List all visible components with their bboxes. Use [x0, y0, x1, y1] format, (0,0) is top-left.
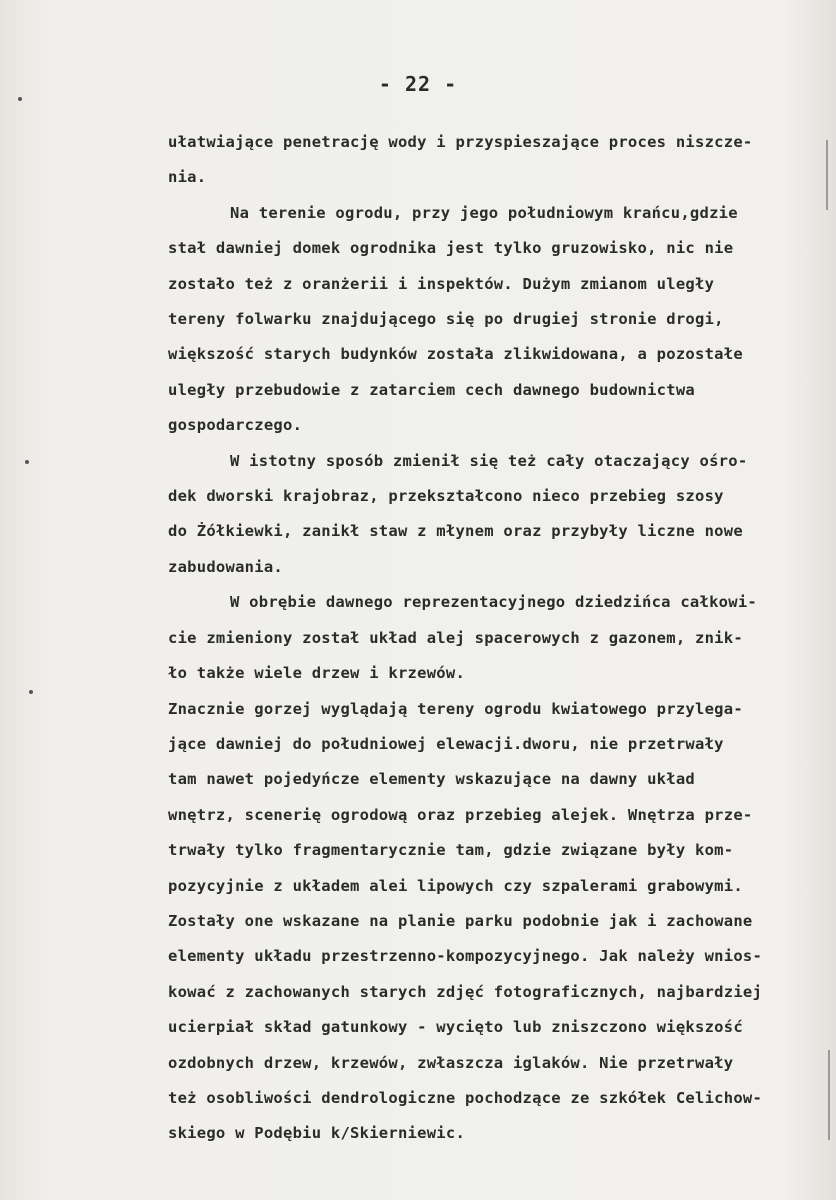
text-line: ucierpiał skład gatunkowy - wycięto lub zniszczono większość [168, 1018, 743, 1037]
text-line: Znacznie gorzej wyglądają tereny ogrodu kwiatowego przylega- [168, 699, 743, 718]
text-line: trwały tylko fragmentarycznie tam, gdzie związane były kom- [168, 841, 734, 860]
text-line: gospodarczego. [168, 416, 303, 435]
text-line: pozycyjnie z układem alei lipowych czy szpalerami grabowymi. [168, 876, 743, 895]
text-line: jące dawniej do południowej elewacji.dworu, nie przetrwały [168, 734, 724, 753]
text-line: też osobliwości dendrologiczne pochodzące ze szkółek Celichow- [168, 1088, 763, 1107]
text-line: tam nawet pojedyńcze elementy wskazujące na dawny układ [168, 770, 695, 789]
scan-edge-mark [828, 1050, 830, 1140]
text-line: W obrębie dawnego reprezentacyjnego dziedzińca całkowi- [230, 593, 757, 612]
text-line: ło także wiele drzew i krzewów. [168, 664, 466, 683]
punch-hole-mark [29, 690, 33, 694]
text-line: nia. [168, 168, 207, 187]
text-line: skiego w Podębiu k/Skierniewic. [168, 1124, 466, 1143]
text-line: ułatwiające penetrację wody i przyspieszające proces niszcze- [168, 133, 753, 151]
text-line: uległy przebudowie z zatarciem cech dawnego budownictwa [168, 380, 695, 399]
text-line: dek dworski krajobraz, przekształcono nieco przebieg szosy [168, 487, 724, 506]
punch-hole-mark [18, 97, 22, 101]
text-line: zostało też z oranżerii i inspektów. Dużym zmianom uległy [168, 274, 715, 293]
scan-edge-mark [826, 140, 828, 210]
text-line: elementy układu przestrzenno-kompozycyjnego. Jak należy wnios- [168, 947, 763, 966]
text-line: cie zmieniony został układ alej spacerowych z gazonem, znik- [168, 628, 743, 647]
text-line: tereny folwarku znajdującego się po drugiej stronie drogi, [168, 310, 724, 329]
text-line: zabudowania. [168, 557, 283, 576]
text-line: Zostały one wskazane na planie parku podobnie jak i zachowane [168, 911, 753, 930]
text-line: większość starych budynków została zlikwidowana, a pozostałe [168, 345, 743, 364]
text-line: stał dawniej domek ogrodnika jest tylko gruzowisko, nic nie [168, 239, 734, 258]
punch-hole-mark [25, 460, 29, 464]
text-line: W istotny sposób zmienił się też cały otaczający ośro- [230, 451, 748, 470]
body-text [168, 125, 808, 1152]
text-line: kować z zachowanych starych zdjęć fotograficznych, najbardziej [168, 982, 763, 1001]
text-line: Na terenie ogrodu, przy jego południowym krańcu,gdzie [230, 203, 738, 222]
text-line: wnętrz, scenerię ogrodową oraz przebieg alejek. Wnętrza prze- [168, 805, 753, 824]
page-number: - 22 - [378, 72, 458, 96]
text-line: do Żółkiewki, zanikł staw z młynem oraz przybyły liczne nowe [168, 522, 743, 541]
text-line: ozdobnych drzew, krzewów, zwłaszcza iglaków. Nie przetrwały [168, 1053, 734, 1072]
